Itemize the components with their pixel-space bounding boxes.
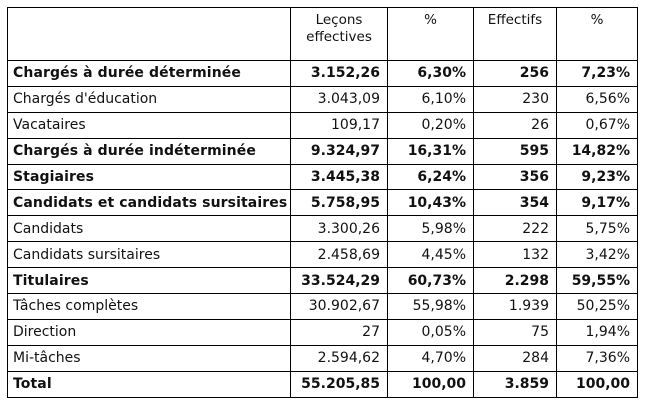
- effectifs-percent: 7,23%: [557, 61, 638, 87]
- effectifs-percent: 100,00: [557, 371, 638, 397]
- lecons-value: 55.205,85: [291, 371, 388, 397]
- effectifs-percent: 9,17%: [557, 190, 638, 216]
- effectifs-value: 132: [474, 242, 557, 268]
- staffing-table: [7, 7, 638, 398]
- effectifs-value: 222: [474, 216, 557, 242]
- lecons-value: 3.043,09: [291, 86, 388, 112]
- header-label-column: [8, 8, 291, 61]
- row-label: Direction: [8, 319, 291, 345]
- effectifs-value: 356: [474, 164, 557, 190]
- table-header-row: [8, 8, 638, 61]
- table-row: [8, 138, 638, 164]
- effectifs-percent: 1,94%: [557, 319, 638, 345]
- effectifs-value: 256: [474, 61, 557, 87]
- lecons-value: 2.458,69: [291, 242, 388, 268]
- effectifs-value: 595: [474, 138, 557, 164]
- table-row: [8, 242, 638, 268]
- header-effectifs: Effectifs: [474, 8, 557, 61]
- row-label: Candidats: [8, 216, 291, 242]
- lecons-value: 2.594,62: [291, 345, 388, 371]
- effectifs-value: 284: [474, 345, 557, 371]
- lecons-percent: 55,98%: [388, 294, 474, 320]
- row-label: Mi-tâches: [8, 345, 291, 371]
- lecons-percent: 0,20%: [388, 112, 474, 138]
- lecons-percent: 6,24%: [388, 164, 474, 190]
- lecons-value: 109,17: [291, 112, 388, 138]
- row-label: Chargés à durée déterminée: [8, 61, 291, 87]
- lecons-percent: 5,98%: [388, 216, 474, 242]
- table-row: [8, 190, 638, 216]
- effectifs-percent: 59,55%: [557, 268, 638, 294]
- lecons-percent: 6,30%: [388, 61, 474, 87]
- effectifs-percent: 6,56%: [557, 86, 638, 112]
- lecons-value: 33.524,29: [291, 268, 388, 294]
- lecons-value: 3.152,26: [291, 61, 388, 87]
- table-row: [8, 345, 638, 371]
- table-row: [8, 216, 638, 242]
- lecons-percent: 16,31%: [388, 138, 474, 164]
- header-percent-effectifs: %: [557, 8, 638, 61]
- table-row: [8, 61, 638, 87]
- effectifs-percent: 3,42%: [557, 242, 638, 268]
- effectifs-value: 2.298: [474, 268, 557, 294]
- row-label: Candidats sursitaires: [8, 242, 291, 268]
- lecons-value: 9.324,97: [291, 138, 388, 164]
- effectifs-percent: 9,23%: [557, 164, 638, 190]
- table-row: [8, 319, 638, 345]
- table-row: [8, 86, 638, 112]
- lecons-value: 30.902,67: [291, 294, 388, 320]
- effectifs-value: 26: [474, 112, 557, 138]
- lecons-value: 3.300,26: [291, 216, 388, 242]
- table-row: [8, 164, 638, 190]
- effectifs-percent: 0,67%: [557, 112, 638, 138]
- table-row: [8, 268, 638, 294]
- row-label: Total: [8, 371, 291, 397]
- lecons-value: 5.758,95: [291, 190, 388, 216]
- lecons-percent: 0,05%: [388, 319, 474, 345]
- row-label: Chargés à durée indéterminée: [8, 138, 291, 164]
- lecons-percent: 60,73%: [388, 268, 474, 294]
- table-body: [8, 61, 638, 398]
- row-label: Stagiaires: [8, 164, 291, 190]
- row-label: Candidats et candidats sursitaires: [8, 190, 291, 216]
- effectifs-value: 354: [474, 190, 557, 216]
- header-lecons-effectives: Leçons effectives: [291, 8, 388, 61]
- row-label: Chargés d'éducation: [8, 86, 291, 112]
- effectifs-percent: 5,75%: [557, 216, 638, 242]
- effectifs-value: 230: [474, 86, 557, 112]
- effectifs-value: 75: [474, 319, 557, 345]
- lecons-percent: 6,10%: [388, 86, 474, 112]
- row-label: Tâches complètes: [8, 294, 291, 320]
- effectifs-percent: 14,82%: [557, 138, 638, 164]
- effectifs-value: 1.939: [474, 294, 557, 320]
- lecons-value: 27: [291, 319, 388, 345]
- row-label: Titulaires: [8, 268, 291, 294]
- header-percent-lecons: %: [388, 8, 474, 61]
- lecons-percent: 10,43%: [388, 190, 474, 216]
- lecons-percent: 100,00: [388, 371, 474, 397]
- lecons-value: 3.445,38: [291, 164, 388, 190]
- lecons-percent: 4,70%: [388, 345, 474, 371]
- effectifs-percent: 7,36%: [557, 345, 638, 371]
- table-row: [8, 112, 638, 138]
- table-row: [8, 294, 638, 320]
- lecons-percent: 4,45%: [388, 242, 474, 268]
- effectifs-percent: 50,25%: [557, 294, 638, 320]
- row-label: Vacataires: [8, 112, 291, 138]
- effectifs-value: 3.859: [474, 371, 557, 397]
- table-row: [8, 371, 638, 397]
